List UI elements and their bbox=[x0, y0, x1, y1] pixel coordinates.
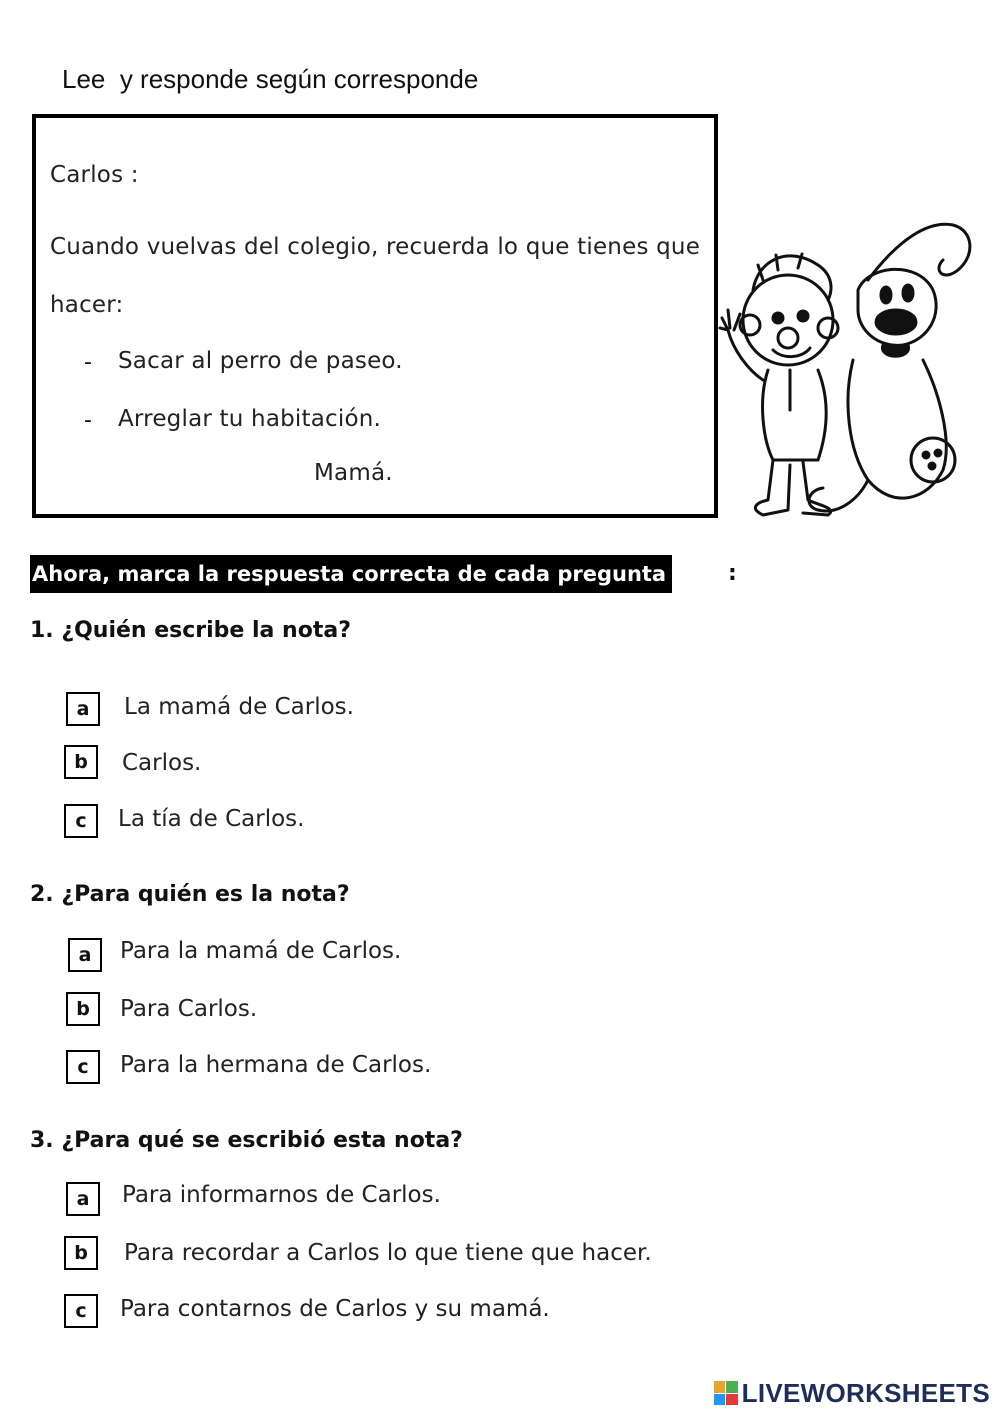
q2-option-c-text: Para la hermana de Carlos. bbox=[120, 1052, 432, 1078]
q2-option-b-box[interactable]: b bbox=[66, 992, 100, 1026]
q1-option-c-box[interactable]: c bbox=[64, 804, 98, 838]
liveworksheets-logo-icon bbox=[714, 1381, 738, 1405]
note-signature: Mamá. bbox=[314, 460, 393, 486]
task-bullet: - bbox=[84, 350, 92, 375]
q2-option-a-text: Para la mamá de Carlos. bbox=[120, 938, 402, 964]
q3-option-a-text: Para informarnos de Carlos. bbox=[122, 1182, 441, 1208]
note-line-1: Cuando vuelvas del colegio, recuerda lo que tienes que bbox=[50, 234, 701, 260]
q1-option-c-text: La tía de Carlos. bbox=[118, 806, 305, 832]
liveworksheets-brand[interactable] bbox=[714, 1378, 990, 1408]
instruction: Lee y responde según corresponde bbox=[62, 64, 479, 94]
instructions-banner: Ahora, marca la respuesta correcta de cada pregunta bbox=[30, 555, 672, 593]
q3-option-c-text: Para contarnos de Carlos y su mamá. bbox=[120, 1296, 550, 1322]
note-line-2: hacer: bbox=[50, 292, 124, 318]
q2-option-b-text: Para Carlos. bbox=[120, 996, 258, 1022]
question-2-title: 2. ¿Para quién es la nota? bbox=[30, 882, 350, 907]
question-1-title: 1. ¿Quién escribe la nota? bbox=[30, 618, 351, 643]
q2-option-a-box[interactable]: a bbox=[68, 938, 102, 972]
question-3-title: 3. ¿Para qué se escribió esta nota? bbox=[30, 1128, 463, 1153]
note-task-1: Sacar al perro de paseo. bbox=[118, 348, 403, 374]
note-task-2: Arreglar tu habitación. bbox=[118, 406, 382, 432]
q1-option-a-text: La mamá de Carlos. bbox=[124, 694, 354, 720]
brand-name: LIVEWORKSHEETS bbox=[741, 1377, 990, 1408]
banner-colon: : bbox=[728, 561, 737, 586]
q3-option-b-text: Para recordar a Carlos lo que tiene que hacer. bbox=[124, 1240, 652, 1266]
boy-and-dog-illustration bbox=[718, 210, 980, 530]
q2-option-c-box[interactable]: c bbox=[66, 1050, 100, 1084]
q1-option-a-box[interactable]: a bbox=[66, 692, 100, 726]
q3-option-a-box[interactable]: a bbox=[66, 1182, 100, 1216]
note-greeting: Carlos : bbox=[50, 162, 139, 188]
q1-option-b-text: Carlos. bbox=[122, 750, 202, 776]
note-box bbox=[32, 114, 718, 518]
q3-option-b-box[interactable]: b bbox=[64, 1236, 98, 1270]
q3-option-c-box[interactable]: c bbox=[64, 1294, 98, 1328]
q1-option-b-box[interactable]: b bbox=[64, 745, 98, 779]
task-bullet: - bbox=[84, 408, 92, 433]
